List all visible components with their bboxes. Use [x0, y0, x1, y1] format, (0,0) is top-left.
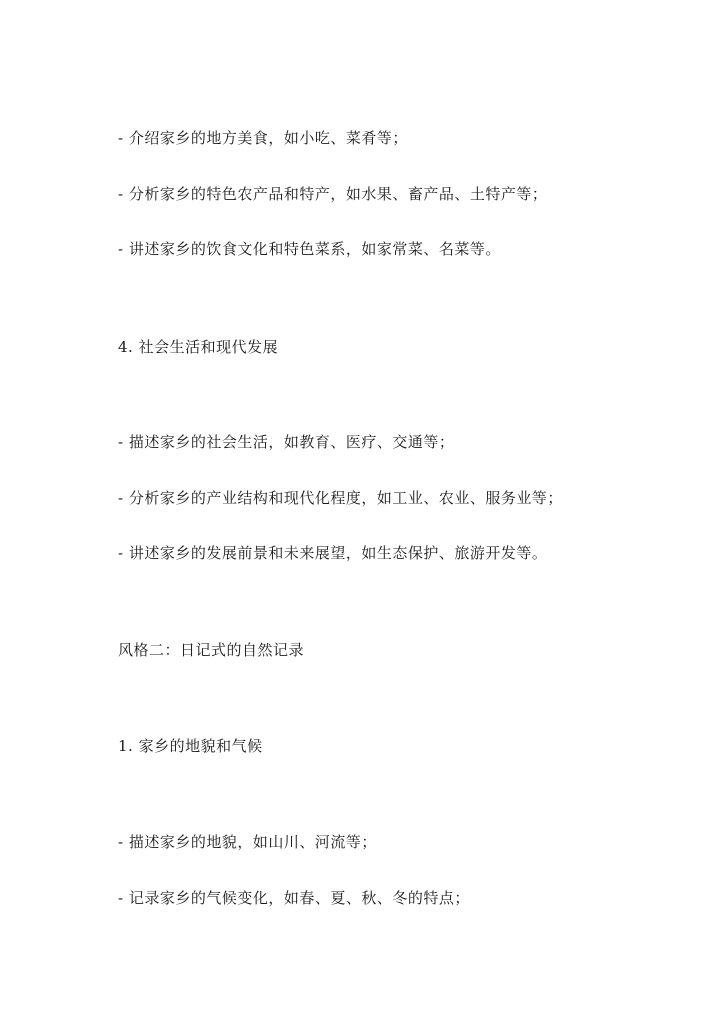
- list-item: - 描述家乡的地貌，如山川、河流等；: [118, 833, 377, 851]
- list-item: - 讲述家乡的发展前景和未来展望，如生态保护、旅游开发等。: [118, 544, 548, 562]
- section-heading: 4. 社会生活和现代发展: [118, 338, 279, 356]
- list-item: - 讲述家乡的饮食文化和特色菜系，如家常菜、名菜等。: [118, 240, 501, 258]
- list-item: - 记录家乡的气候变化，如春、夏、秋、冬的特点；: [118, 889, 470, 907]
- section-heading: 1. 家乡的地貌和气候: [118, 737, 263, 755]
- list-item: - 描述家乡的社会生活，如教育、医疗、交通等；: [118, 433, 455, 451]
- list-item: - 介绍家乡的地方美食，如小吃、菜肴等；: [118, 129, 408, 147]
- list-item: - 分析家乡的产业结构和现代化程度，如工业、农业、服务业等；: [118, 489, 563, 507]
- list-item: - 分析家乡的特色农产品和特产，如水果、畜产品、土特产等；: [118, 185, 548, 203]
- style-heading: 风格二：日记式的自然记录: [118, 641, 305, 659]
